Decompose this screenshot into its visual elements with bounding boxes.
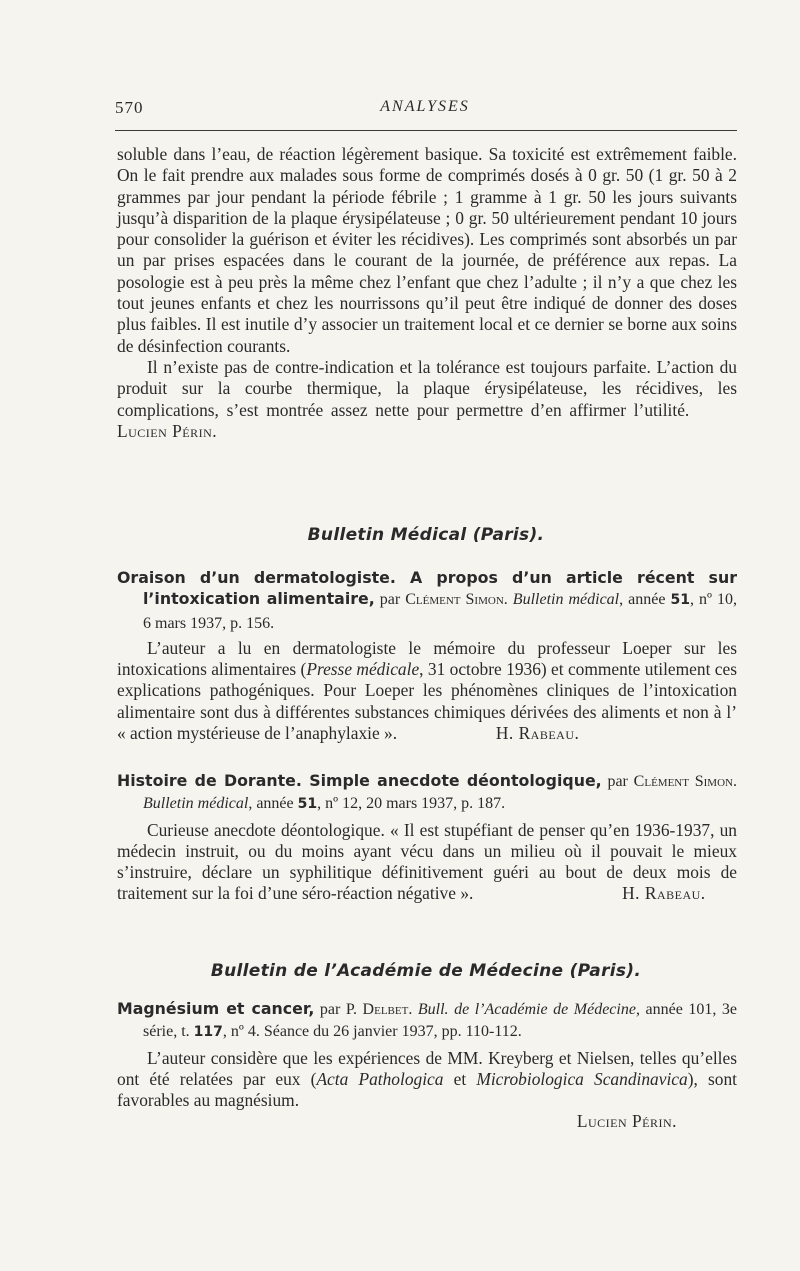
body-text: Curieuse anecdote déontologique. « Il est stupéfiant de penser qu’en 1936-1937, un médecin instruit, ou du moins ayant vécu dans un milieu où il pouvait le mieux s’instruire, déclare un syphilitique définitivement guéri au bout de deux mois de traitement sur la foi d’une séro-réaction négative ». xyxy=(117,819,737,904)
cited-journal: Microbiologica Scandinavica xyxy=(476,1068,688,1089)
citation-rest: , nº 12, 20 mars 1937, p. 187. xyxy=(317,795,506,813)
citation-rest: , nº 10, 6 mars 1937, p. 156. xyxy=(143,591,737,632)
entry-title: Oraison d’un dermatologiste. A propos d’un article récent sur l’intoxication alimentaire, xyxy=(117,568,737,609)
entry-block xyxy=(117,770,737,905)
entry-block xyxy=(117,998,737,1133)
entry-body xyxy=(117,1048,737,1112)
signature: H. Rabeau. xyxy=(495,723,580,744)
journal-title: Bulletin médical xyxy=(143,795,249,813)
entry-citation: Oraison d’un dermatologiste. A propos d’un article récent sur l’intoxication alimentaire, par Clément Simon. Bulletin médical, année 51, nº 10, 6 mars 1937, p. 156. xyxy=(117,568,737,632)
body-text: ), sont favorables au magnésium. xyxy=(117,1068,737,1111)
citation-rest: , nº 4. Séance du 26 janvier 1937, pp. 110-112. xyxy=(222,1023,522,1041)
section-heading: Bulletin Médical (Paris). xyxy=(307,525,545,545)
entry-citation xyxy=(117,998,737,1044)
page-number: 570 xyxy=(115,98,144,117)
body-text: L’auteur a lu en dermatologiste le mémoire du professeur Loeper sur les intoxications alimentaires ( xyxy=(117,637,737,680)
running-title: ANALYSES xyxy=(380,98,470,115)
signature: H. Rabeau. xyxy=(622,883,706,904)
volume-number: 117 xyxy=(193,1024,223,1041)
page-header xyxy=(115,98,735,124)
citation-text: par xyxy=(601,773,634,790)
entry-block xyxy=(117,567,737,744)
citation-rest: , année 101, 3e série, t. xyxy=(143,1001,737,1041)
entry-body xyxy=(117,638,737,744)
signature: Lucien Périn. xyxy=(576,1111,677,1132)
body-text: , 31 octobre 1936) et commente utilement ces explications pathogéniques. Pour Loeper les phénomènes cliniques de l’intoxication alimentaire sont dus à différentes substances chimiques dérivées des aliments et non à l’ « action mystérieuse de l’anaphylaxie ». xyxy=(117,659,737,744)
entry-body xyxy=(117,820,737,905)
journal-title: Bulletin médical xyxy=(512,591,620,609)
body-text: et xyxy=(443,1068,477,1089)
entry-title: Magnésium et cancer, xyxy=(117,999,315,1018)
journal-title: Bull. de l’Académie de Médecine xyxy=(412,1001,636,1018)
section-heading: Bulletin de l’Académie de Médecine (Paris). xyxy=(210,961,642,981)
citation-text: , année xyxy=(248,795,298,813)
cited-journal: Presse médicale xyxy=(306,659,420,680)
citation-text: par xyxy=(374,591,406,609)
continuation-paragraph: soluble dans l’eau, de réaction légèrement basique. Sa toxicité est extrêmement faible. On le fait prendre aux malades sous forme de comprimés dosés à 0 gr. 50 (1 gr. 50 à 2 grammes par jour pendant la période fébrile ; 1 gramme à 1 gr. 50 les jours suivants jusqu’à disparition de la plaque érysipélateuse ; 0 gr. 50 ultérieurement pendant 10 jours pour consolider la guérison et éviter les récidives). Les comprimés sont absorbés un par un par prises espacées dans le courant de la journée, de préférence aux repas. La posologie est à peu près la même chez l’enfant que chez l’adulte ; il n’y a que chez les tout jeunes enfants et chez les nourrissons qu’il peut être indiqué de donner des doses plus faibles. Il est inutile d’y associer un traitement local et ce dernier se borne aux soins de désinfection courants. xyxy=(117,144,737,356)
citation-text: , année xyxy=(619,591,671,609)
volume-number: 51 xyxy=(297,796,318,813)
entry-citation xyxy=(117,770,737,816)
citation-text: par P. xyxy=(314,1001,363,1018)
continuation-paragraph-2 xyxy=(117,357,737,442)
entry-author: Delbet. xyxy=(362,1001,413,1018)
entry-author: Clément Simon. xyxy=(633,773,737,790)
body-text: L’auteur considère que les expériences de MM. Kreyberg et Nielsen, telles qu’elles ont été relatées par eux ( xyxy=(117,1047,737,1089)
header-rule xyxy=(115,130,737,131)
paragraph-text: Il n’existe pas de contre-indication et la tolérance est toujours parfaite. L’action du produit sur la courbe thermique, la plaque érysipélateuse, les récidives, les complications, s’est montrée assez nette pour permettre d’en affirmer l’utilité. xyxy=(117,356,737,420)
signature: Lucien Périn. xyxy=(117,420,218,441)
entry-author: Clément Simon xyxy=(405,591,504,609)
cited-journal: Acta Pathologica xyxy=(316,1068,444,1089)
entry-title: Histoire de Dorante. Simple anecdote déontologique, xyxy=(117,771,602,790)
continuation-block xyxy=(117,144,737,442)
volume-number: 51 xyxy=(670,592,690,609)
